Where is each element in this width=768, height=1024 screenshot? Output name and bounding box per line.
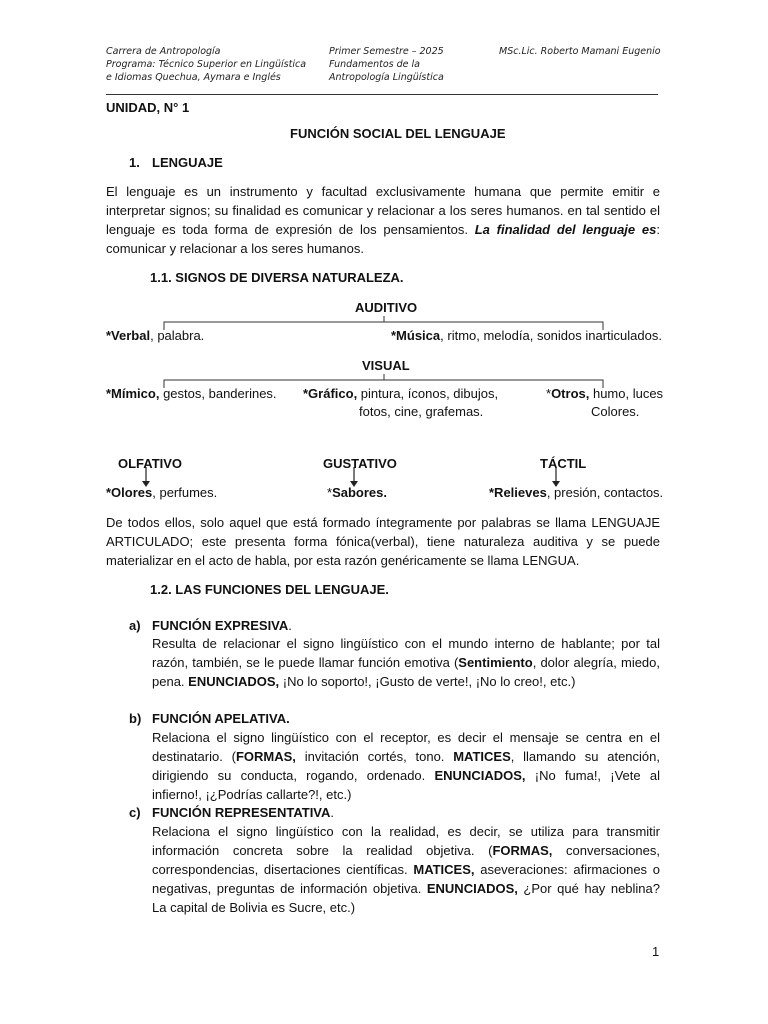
text-run: , ritmo, melodía, sonidos inarticulados. bbox=[440, 328, 662, 343]
text-run: Resulta de relacionar el signo lingüístico con el mundo interno de hablante; por tal razón, también, se le puede llamar función emotiva ( bbox=[152, 636, 660, 670]
text-run-bold: *Olores bbox=[106, 485, 153, 500]
grafico-item-line2: fotos, cine, grafemas. bbox=[359, 404, 484, 419]
text-run: * bbox=[546, 386, 552, 401]
header-line: Carrera de Antropología bbox=[106, 46, 221, 57]
unit-label: UNIDAD, N° 1 bbox=[106, 100, 190, 115]
text-run-bold: *Música bbox=[391, 328, 441, 343]
text-run: ¿Por qué hay neblina? La capital de Bolivia es Sucre, etc.) bbox=[152, 881, 661, 915]
text-run: invitación cortés, tono. bbox=[295, 749, 454, 764]
function-title: FUNCIÓN APELATIVA. bbox=[152, 711, 290, 726]
olores-item bbox=[106, 483, 217, 502]
header-line: Programa: Técnico Superior en Lingüística bbox=[106, 59, 307, 70]
section-number: 1. bbox=[129, 155, 140, 170]
auditivo-label: AUDITIVO bbox=[355, 300, 418, 315]
function-title bbox=[152, 616, 292, 635]
text-run-bold: FUNCIÓN REPRESENTATIVA bbox=[152, 805, 331, 820]
text-run-bold: Otros, bbox=[551, 386, 590, 401]
text-run-bold: *Verbal bbox=[106, 328, 151, 343]
text-run-bold: Sabores. bbox=[332, 485, 387, 500]
text-run-bold: *Relieves bbox=[489, 485, 547, 500]
text-run: . bbox=[330, 805, 335, 820]
verbal-item bbox=[106, 326, 204, 345]
text-run: , llamando su atención, dirigiendo su conducta, rogando, ordenado. bbox=[152, 749, 660, 783]
text-run: Relaciona el signo lingüístico con la realidad, es decir, se utiliza para transmitir información concreta sobre la realidad objetiva. ( bbox=[152, 824, 660, 858]
text-run-bold: FORMAS, bbox=[235, 749, 296, 764]
subsection-heading: 1.2. LAS FUNCIONES DEL LENGUAJE. bbox=[150, 582, 389, 597]
text-run: El lenguaje es un instrumento y facultad exclusivamente humana que permite emitir e interpretar signos; su finalidad es comunicar y relacionar a los seres humanos. en tal sentido el lenguaje es toda forma de expresión de los pensamientos. bbox=[106, 184, 660, 237]
text-run: : comunicar y relacionar a los seres humanos. bbox=[106, 222, 661, 256]
text-run-bold: *Gráfico, bbox=[303, 386, 358, 401]
header-right bbox=[499, 45, 661, 58]
sabores-item bbox=[327, 483, 387, 502]
text-run: , presión, contactos. bbox=[546, 485, 664, 500]
text-run: , dolor alegría, miedo, pena. bbox=[152, 655, 661, 689]
page-title: FUNCIÓN SOCIAL DEL LENGUAJE bbox=[290, 126, 506, 141]
header-line: Fundamentos de la bbox=[329, 59, 420, 70]
header-line: Antropología Lingüística bbox=[329, 72, 444, 83]
function-description bbox=[152, 728, 660, 804]
text-run: , palabra. bbox=[150, 328, 205, 343]
otros-item-line2: Colores. bbox=[591, 404, 640, 419]
header-divider bbox=[106, 94, 658, 95]
olfativo-label: OLFATIVO bbox=[118, 456, 183, 471]
text-run: pintura, íconos, dibujos, bbox=[357, 386, 499, 401]
function-description bbox=[152, 634, 660, 691]
text-run: Relaciona el signo lingüístico con el receptor, es decir el mensaje se centra en el destinatario. ( bbox=[152, 730, 660, 764]
mimico-item bbox=[106, 384, 277, 403]
list-marker: b) bbox=[129, 711, 142, 726]
text-run-bold: ENUNCIADOS, bbox=[188, 674, 280, 689]
list-marker: c) bbox=[129, 805, 141, 820]
header-left bbox=[106, 45, 306, 84]
text-run-bold: FUNCIÓN EXPRESIVA bbox=[152, 618, 289, 633]
text-run-bold: *Mímico, bbox=[106, 386, 160, 401]
paragraph-lenguaje bbox=[106, 182, 660, 258]
tactil-label: TÁCTIL bbox=[540, 456, 587, 471]
text-run-bold: MATICES bbox=[453, 749, 511, 764]
text-run-bold: ENUNCIADOS, bbox=[426, 881, 518, 896]
text-run: * bbox=[327, 485, 333, 500]
gustativo-label: GUSTATIVO bbox=[323, 456, 397, 471]
text-run-bold: MATICES, bbox=[413, 862, 475, 877]
function-description bbox=[152, 822, 660, 917]
paragraph-articulado: De todos ellos, solo aquel que está formado íntegramente por palabras se llama LENGUAJE ARTICULADO; este presenta forma fónica(verbal), tiene naturaleza auditiva y se puede materializar en el acto de habla, por esta razón genéricamente se llama LENGUA. bbox=[106, 515, 660, 568]
text-run: humo, luces bbox=[589, 386, 664, 401]
header-line: Primer Semestre – 2025 bbox=[329, 46, 444, 57]
page-number: 1 bbox=[652, 944, 660, 959]
text-run: aseveraciones: afirmaciones o negativas, preguntas de información objetiva. bbox=[152, 862, 660, 896]
musica-item bbox=[391, 326, 662, 345]
otros-item bbox=[546, 384, 663, 403]
text-run: conversaciones, correspondencias, disertaciones científicas. bbox=[152, 843, 660, 877]
text-run: gestos, banderines. bbox=[159, 386, 277, 401]
header-middle bbox=[329, 45, 444, 84]
subsection-heading: 1.1. SIGNOS DE DIVERSA NATURALEZA. bbox=[150, 270, 404, 285]
text-run-bold: ENUNCIADOS, bbox=[434, 768, 526, 783]
text-run-bold: FORMAS, bbox=[492, 843, 553, 858]
text-run: ¡No lo soporto!, ¡Gusto de verte!, ¡No lo creo!, etc.) bbox=[279, 674, 576, 689]
list-marker: a) bbox=[129, 618, 141, 633]
visual-label: VISUAL bbox=[362, 358, 410, 373]
header-line: MSc.Lic. Roberto Mamani Eugenio bbox=[499, 46, 661, 57]
grafico-item bbox=[303, 384, 498, 403]
text-run-bold: Sentimiento bbox=[458, 655, 533, 670]
text-run: . bbox=[288, 618, 292, 633]
text-run-bold-italic: La finalidad del lenguaje es bbox=[474, 222, 657, 237]
relieves-item bbox=[489, 483, 663, 502]
text-run: ¡No fuma!, ¡Vete al infierno!, ¡¿Podrías callarte?!, etc.) bbox=[152, 768, 660, 802]
section-heading: LENGUAJE bbox=[152, 155, 223, 170]
header-line: e Idiomas Quechua, Aymara e Inglés bbox=[106, 72, 281, 83]
function-title bbox=[152, 803, 334, 822]
text-run: , perfumes. bbox=[152, 485, 218, 500]
